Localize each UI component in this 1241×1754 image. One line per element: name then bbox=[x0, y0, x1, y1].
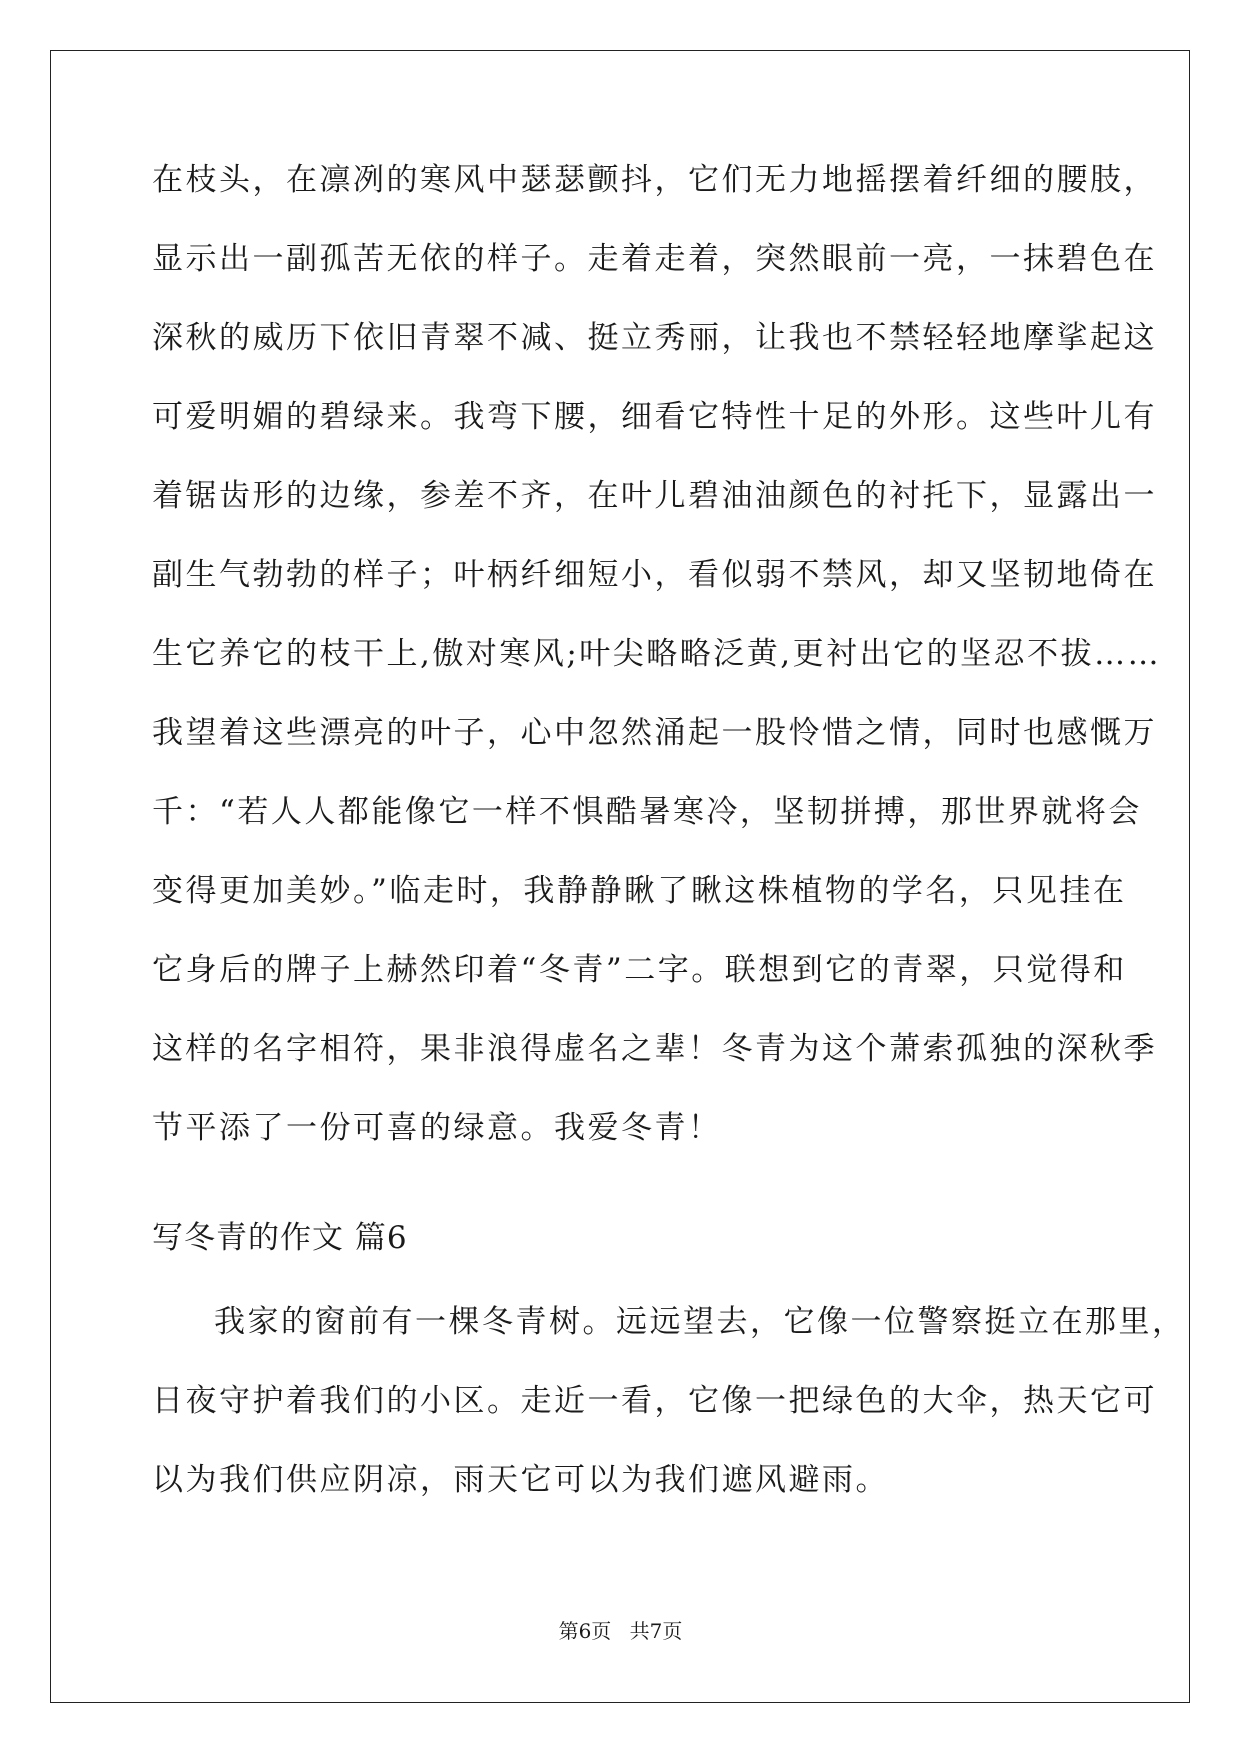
text-line: 着锯齿形的边缘，参差不齐，在叶儿碧油油颜色的衬托下，显露出一 bbox=[152, 478, 1157, 514]
text-line: 副生气勃勃的样子；叶柄纤细短小，看似弱不禁风，却又坚韧地倚在 bbox=[152, 557, 1157, 593]
text-line: 千：“若人人都能像它一样不惧酷暑寒冷，坚韧拼搏，那世界就将会 bbox=[152, 794, 1142, 830]
text-line: 日夜守护着我们的小区。走近一看，它像一把绿色的大伞，热天它可 bbox=[152, 1383, 1157, 1419]
text-line: 可爱明媚的碧绿来。我弯下腰，细看它特性十足的外形。这些叶儿有 bbox=[152, 399, 1157, 435]
section-body bbox=[152, 1302, 1186, 1539]
text-line: 以为我们供应阴凉，雨天它可以为我们遮风避雨。 bbox=[152, 1462, 889, 1498]
text-line: 显示出一副孤苦无依的样子。走着走着，突然眼前一亮，一抹碧色在 bbox=[152, 241, 1157, 277]
text-line: 节平添了一份可喜的绿意。我爱冬青！ bbox=[152, 1110, 722, 1146]
text-line: 它身后的牌子上赫然印着“冬青”二字。联想到它的青翠，只觉得和 bbox=[152, 952, 1127, 988]
page-number-total: 共7页 bbox=[629, 1619, 683, 1643]
text-line: 在枝头，在凛冽的寒风中瑟瑟颤抖，它们无力地摇摆着纤细的腰肢， bbox=[152, 162, 1157, 198]
text-line: 我家的窗前有一棵冬青树。远远望去，它像一位警察挺立在那里， bbox=[214, 1304, 1186, 1340]
section-heading: 写冬青的作文 篇6 bbox=[152, 1220, 408, 1256]
text-line: 这样的名字相符，果非浪得虚名之辈！冬青为这个萧索孤独的深秋季 bbox=[152, 1031, 1157, 1067]
document-body bbox=[152, 160, 1162, 1187]
page-footer bbox=[0, 1617, 1241, 1645]
text-line: 我望着这些漂亮的叶子，心中忽然涌起一股怜惜之情，同时也感慨万 bbox=[152, 715, 1157, 751]
text-line: 变得更加美妙。”临走时，我静静瞅了瞅这株植物的学名，只见挂在 bbox=[152, 873, 1127, 909]
text-line: 深秋的威历下依旧青翠不减、挺立秀丽，让我也不禁轻轻地摩挲起这 bbox=[152, 320, 1157, 356]
page-number-current: 第6页 bbox=[558, 1619, 612, 1643]
text-line: 生它养它的枝干上,傲对寒风;叶尖略略泛黄,更衬出它的坚忍不拔…… bbox=[152, 636, 1162, 672]
